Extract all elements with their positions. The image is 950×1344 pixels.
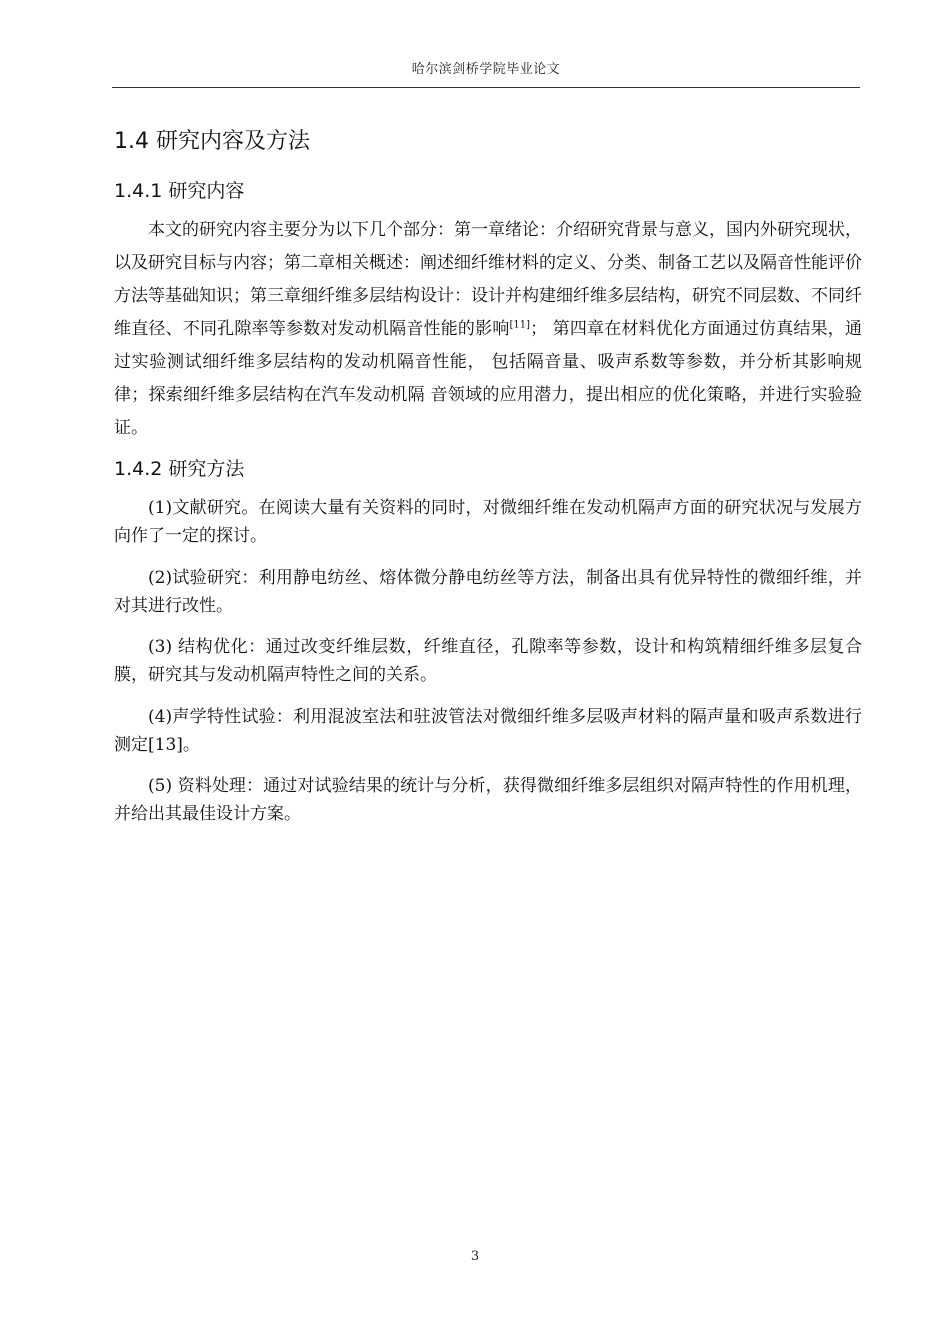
citation-marker: [11]	[509, 319, 531, 331]
method-item-acoustic: (4)声学特性试验：利用混波室法和驻波管法对微细纤维多层吸声材料的隔声量和吸声系数进行测定[13]。	[114, 707, 862, 755]
research-content-text-part1: 本文的研究内容主要分为以下几个部分：第一章绪论：介绍研究背景与意义，国内外研究现状，以及研究目标与内容；第二章相关概述：阐述细纤维材料的定义、分类、制备工艺以及隔音性能评价方法等基础知识；第三章细纤维多层结构设计：设计并构建细纤维多层结构，研究不同层数、不同纤维直径、不同孔隙率等参数对发动机隔音性能的影响	[114, 220, 862, 339]
section-title: 1.4 研究内容及方法	[114, 129, 310, 154]
research-content-paragraph	[114, 214, 862, 445]
method-item-structure: (3) 结构优化：通过改变纤维层数，纤维直径，孔隙率等参数，设计和构筑精细纤维多层复合膜，研究其与发动机隔声特性之间的关系。	[114, 637, 862, 685]
research-content-text-part2: ； 第四章在材料优化方面通过仿真结果，通过实验测试细纤维多层结构的发动机隔音性能， 包括隔音量、吸声系数等参数，并分析其影响规律；探索细纤维多层结构在汽车发动机隔 音领域的应用潜力，提出相应的优化策略，并进行实验验证。	[114, 319, 863, 438]
page-header: 哈尔滨剑桥学院毕业论文	[411, 62, 561, 77]
page-number: 3	[470, 1249, 480, 1264]
method-item-literature: (1)文献研究。在阅读大量有关资料的同时，对微细纤维在发动机隔声方面的研究状况与发展方向作了一定的探讨。	[114, 498, 862, 546]
subsection-title-content: 1.4.1 研究内容	[114, 180, 245, 202]
header-divider	[112, 87, 860, 88]
subsection-title-methods: 1.4.2 研究方法	[114, 458, 245, 480]
method-item-data-processing: (5) 资料处理：通过对试验结果的统计与分析，获得微细纤维多层组织对隔声特性的作用机理，并给出其最佳设计方案。	[114, 776, 862, 824]
method-item-experiment: (2)试验研究：利用静电纺丝、熔体微分静电纺丝等方法，制备出具有优异特性的微细纤维，并对其进行改性。	[114, 568, 862, 616]
